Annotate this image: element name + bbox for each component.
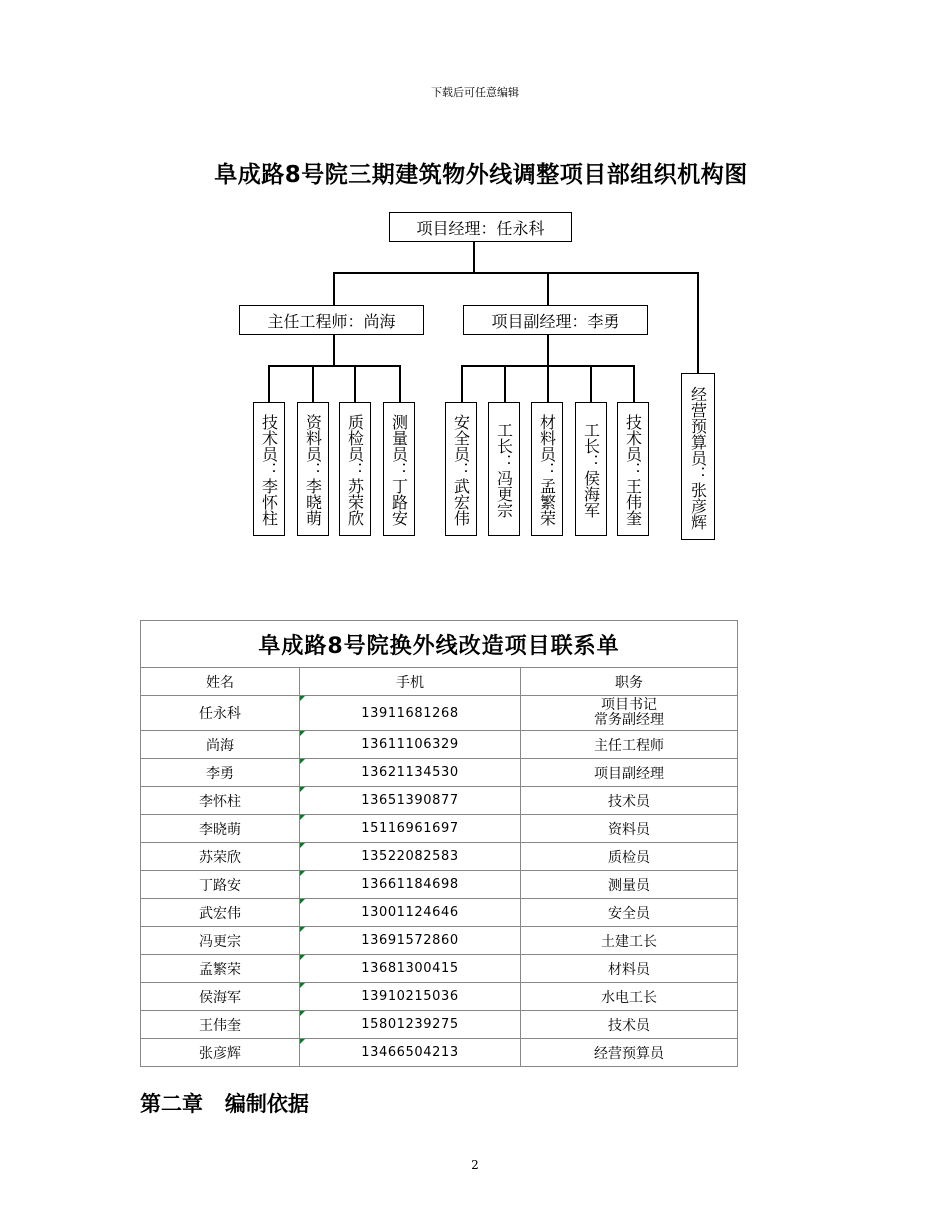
- column-header-phone: 手机: [300, 668, 521, 696]
- cell-name: 李晓萌: [141, 815, 300, 843]
- cell-phone: 13910215036: [300, 983, 521, 1011]
- cell-name: 冯更宗: [141, 927, 300, 955]
- pm-box: 项目经理：任永科: [389, 212, 572, 242]
- cell-name: 任永科: [141, 696, 300, 731]
- cell-role: 主任工程师: [521, 731, 738, 759]
- table-row: [141, 1039, 738, 1067]
- cell-role: 安全员: [521, 899, 738, 927]
- cell-name: 苏荣欣: [141, 843, 300, 871]
- staff-box-qc: 质检员：苏荣欣: [339, 402, 371, 536]
- cell-name: 侯海军: [141, 983, 300, 1011]
- cell-phone: 13911681268: [300, 696, 521, 731]
- cell-role: 水电工长: [521, 983, 738, 1011]
- contact-table-title-row: [141, 621, 738, 668]
- cell-phone: 13661184698: [300, 871, 521, 899]
- cell-phone: 13001124646: [300, 899, 521, 927]
- cell-role: 技术员: [521, 1011, 738, 1039]
- column-header-name: 姓名: [141, 668, 300, 696]
- cell-phone: 13691572860: [300, 927, 521, 955]
- cell-role: 经营预算员: [521, 1039, 738, 1067]
- table-row: [141, 843, 738, 871]
- staff-box-foreman-2: 工长：侯海军: [575, 402, 607, 536]
- org-chart-title: 阜成路8号院三期建筑物外线调整项目部组织机构图: [214, 162, 748, 188]
- table-row: [141, 955, 738, 983]
- table-row: [141, 787, 738, 815]
- table-row: [141, 927, 738, 955]
- table-row: [141, 731, 738, 759]
- table-row: [141, 983, 738, 1011]
- cell-phone: 13522082583: [300, 843, 521, 871]
- table-row: [141, 815, 738, 843]
- cell-name: 王伟奎: [141, 1011, 300, 1039]
- page-number: 2: [471, 1158, 479, 1172]
- table-row: [141, 1011, 738, 1039]
- cell-name: 武宏伟: [141, 899, 300, 927]
- table-row: [141, 696, 738, 731]
- cell-phone: 15116961697: [300, 815, 521, 843]
- cell-phone: 13651390877: [300, 787, 521, 815]
- staff-box-tech: 技术员：李怀柱: [253, 402, 285, 536]
- cell-name: 孟繁荣: [141, 955, 300, 983]
- cell-phone: 13681300415: [300, 955, 521, 983]
- staff-box-materials: 材料员：孟繁荣: [531, 402, 563, 536]
- deputy-pm-box: 项目副经理：李勇: [463, 305, 648, 335]
- chapter-heading: 第二章 编制依据: [140, 1091, 309, 1116]
- contact-table: [140, 620, 738, 1067]
- staff-box-safety: 安全员：武宏伟: [445, 402, 477, 536]
- cell-phone: 15801239275: [300, 1011, 521, 1039]
- column-header-role: 职务: [521, 668, 738, 696]
- cell-phone: 13466504213: [300, 1039, 521, 1067]
- cell-role: 项目书记 常务副经理: [521, 696, 738, 731]
- cell-name: 尚海: [141, 731, 300, 759]
- staff-box-records: 资料员：李晓萌: [297, 402, 329, 536]
- staff-box-budget: 经营预算员：张彦辉: [681, 373, 715, 540]
- staff-box-foreman-1: 工长：冯更宗: [488, 402, 520, 536]
- table-row: [141, 899, 738, 927]
- cell-name: 李怀柱: [141, 787, 300, 815]
- cell-role: 技术员: [521, 787, 738, 815]
- cell-role: 资料员: [521, 815, 738, 843]
- cell-role: 项目副经理: [521, 759, 738, 787]
- cell-phone: 13621134530: [300, 759, 521, 787]
- table-row: [141, 871, 738, 899]
- cell-phone: 13611106329: [300, 731, 521, 759]
- contact-table-title: 阜成路8号院换外线改造项目联系单: [141, 621, 738, 668]
- table-row: [141, 759, 738, 787]
- cell-role: 测量员: [521, 871, 738, 899]
- page-header: 下载后可任意编辑: [431, 86, 519, 99]
- cell-name: 李勇: [141, 759, 300, 787]
- staff-box-tech-2: 技术员：王伟奎: [617, 402, 649, 536]
- staff-box-survey: 测量员：丁路安: [383, 402, 415, 536]
- cell-role: 材料员: [521, 955, 738, 983]
- cell-name: 丁路安: [141, 871, 300, 899]
- cell-name: 张彦辉: [141, 1039, 300, 1067]
- cell-role: 土建工长: [521, 927, 738, 955]
- chief-engineer-box: 主任工程师：尚海: [239, 305, 424, 335]
- contact-table-header-row: [141, 668, 738, 696]
- cell-role: 质检员: [521, 843, 738, 871]
